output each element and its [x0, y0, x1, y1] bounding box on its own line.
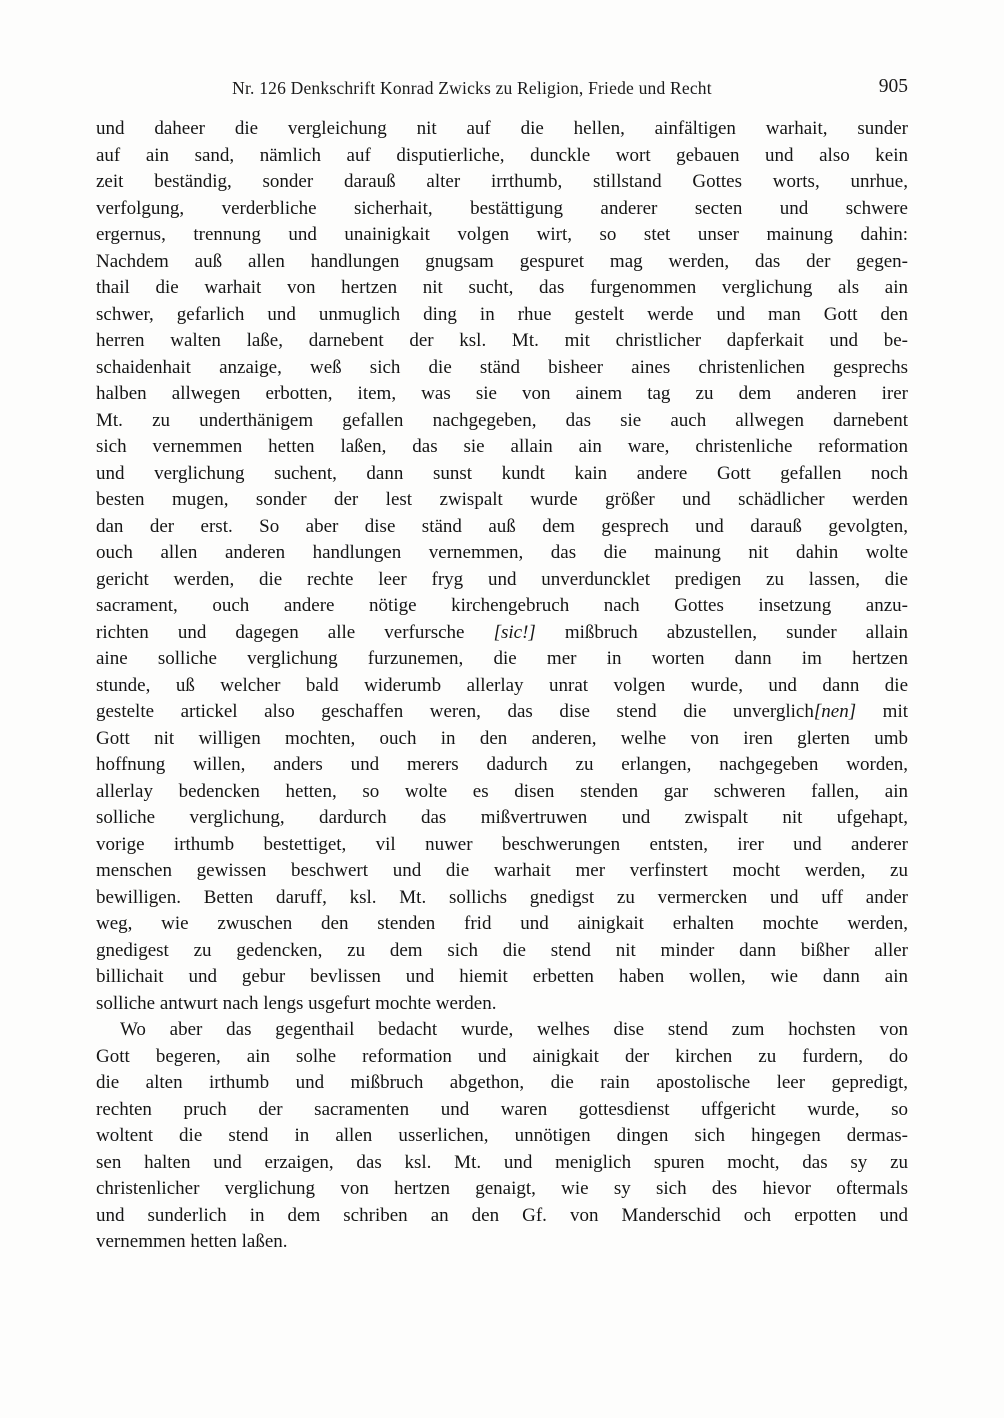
text-line: hoffnung willen, anders und merers dadurch zu erlangen, nachgegeben worden,	[96, 754, 908, 775]
text-line: und daheer die vergleichung nit auf die hellen, ainfältigen warhait, sunder	[96, 118, 908, 139]
body-paragraph	[96, 116, 908, 1017]
text-line: menschen gewissen beschwert und die warhait mer verfinstert mocht werden, zu	[96, 860, 908, 881]
text-line: gestelte artickel also geschaffen weren, das dise stend die unverglich[nen] mit	[96, 701, 909, 722]
text-line: schwer, gefarlich und unmuglich ding in rhue gestelt werde und man Gott den	[96, 303, 908, 325]
running-head-title: Nr. 126 Denkschrift Konrad Zwicks zu Religion, Friede und Recht	[232, 78, 712, 98]
text-line: sen halten und erzaigen, das ksl. Mt. und meniglich spuren mocht, das sy zu	[96, 1151, 908, 1173]
text-line: zeit beständig, sonder darauß alter irrthumb, stillstand Gottes worts, unrhue,	[96, 171, 908, 192]
text-line: allerlay bedencken hetten, so wolte es disen stenden gar schweren fallen, ain	[96, 780, 908, 802]
text-line: solliche verglichung, dardurch das mißvertruwen und zwispalt nit ufgehapt,	[96, 807, 908, 828]
text-line: rechten pruch der sacramenten und waren gottesdienst uffgericht wurde, so	[96, 1098, 908, 1120]
text-line: sacrament, ouch andere nötige kirchengebruch nach Gottes insetzung anzu-	[96, 595, 908, 616]
text-line: auf ain sand, nämlich auf disputierliche, dunckle wort gebauen und also kein	[96, 144, 908, 166]
text-line: die alten irthumb und mißbruch abgethon, die rain apostolische leer gepredigt,	[96, 1072, 908, 1093]
text-line: thail die warhait von hertzen nit sucht, das furgenommen verglichung als ain	[96, 277, 908, 298]
text-line: solliche antwurt nach lengs usgefurt mochte werden.	[96, 992, 497, 1014]
text-line: vernemmen hetten laßen.	[96, 1231, 288, 1252]
text-line: und verglichung suchent, dann sunst kundt kain andere Gott gefallen noch	[96, 462, 908, 484]
text-line: vorige irthumb bestettiget, vil nuwer beschwerungen entsten, irer und anderer	[96, 833, 908, 855]
text-line: christenlicher verglichung von hertzen genaigt, wie sy sich des hievor oftermals	[96, 1178, 908, 1199]
text-line: gericht werden, die rechte leer fryg und unverduncklet predigen zu lassen, die	[96, 568, 908, 590]
text-line: woltent die stend in allen usserlichen, unnötigen dingen sich hingegen dermas-	[96, 1125, 908, 1146]
text-line: Nachdem auß allen handlungen gnugsam gespuret mag werden, das der gegen-	[96, 250, 908, 272]
text-line: ergernus, trennung und unainigkait volgen wirt, so stet unser mainung dahin:	[96, 224, 908, 245]
text-line: billichait und gebur bevlissen und hiemit erbetten haben wollen, wie dann ain	[96, 966, 908, 987]
text-line: besten mugen, sonder der lest zwispalt wurde größer und schädlicher werden	[96, 489, 908, 510]
editorial-note: [nen]	[813, 701, 857, 722]
text-line: stunde, uß welcher bald widerumb allerlay unrat volgen wurde, und dann die	[96, 674, 908, 696]
text-line: sich vernemmen hetten laßen, das sie allain ain ware, christenliche reformation	[96, 436, 908, 457]
text-line: bewilligen. Betten daruff, ksl. Mt. sollichs gnedigst zu vermercken und uff ander	[96, 886, 908, 908]
text-line: schaidenhait anzaige, weß sich die ständ bisheer aines christenlichen gesprechs	[96, 356, 908, 378]
text-line: und sunderlich in dem schriben an den Gf. von Manderschid och erpotten und	[96, 1204, 908, 1226]
body-paragraph	[96, 1017, 908, 1256]
running-header	[96, 78, 908, 104]
text-line: dan der erst. So aber dise ständ auß dem gesprech und darauß gevolgten,	[96, 515, 908, 537]
text-line: Gott begeren, ain solhe reformation und ainigkait der kirchen zu furdern, do	[96, 1045, 908, 1067]
editorial-note: [sic!]	[493, 621, 536, 643]
text-line: aine solliche verglichung furzunemen, die mer in worten dann im hertzen	[96, 648, 908, 669]
text-line: halben allwegen erbotten, item, was sie von ainem tag zu dem anderen irer	[96, 383, 908, 404]
page-number: 905	[878, 76, 908, 97]
text-line: weg, wie zwuschen den stenden frid und ainigkait erhalten mochte werden,	[96, 913, 908, 934]
text-line: gnedigest zu gedencken, zu dem sich die stend nit minder dann bißher aller	[96, 939, 908, 961]
text-line: herren walten laße, darnebent der ksl. Mt. mit christlicher dapferkait und be-	[96, 330, 908, 351]
text-line: verfolgung, verderbliche sicherhait, bestättigung anderer secten und schwere	[96, 197, 908, 219]
text-line: Mt. zu underthänigem gefallen nachgegeben, das sie auch allwegen darnebent	[96, 409, 908, 431]
text-line: richten und dagegen alle verfursche [sic!] mißbruch abzustellen, sunder allain	[96, 621, 909, 643]
text-line: ouch allen anderen handlungen vernemmen, das die mainung nit dahin wolte	[96, 542, 908, 563]
text-block	[96, 116, 908, 1256]
text-line: Gott nit willigen mochten, ouch in den anderen, welhe von iren glerten umb	[96, 727, 908, 749]
text-line: Wo aber das gegenthail bedacht wurde, welhes dise stend zum hochsten von	[120, 1019, 908, 1040]
